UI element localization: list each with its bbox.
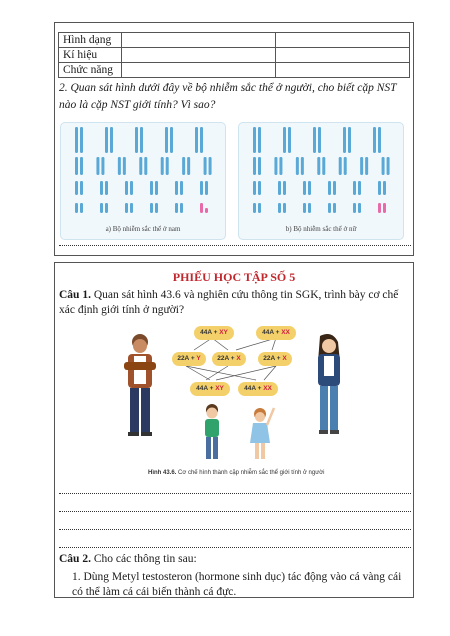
chromosome [253,157,256,175]
chromosome [283,203,286,213]
karyotype-female-image [239,123,405,223]
chromosome [288,127,291,153]
gamete-y: 22A + Y [172,352,206,366]
chromosome [358,181,361,195]
chromosome [313,127,316,153]
figure-caption: Hình 43.6. Cơ chế hình thành cặp nhiễm sắc thể giới tính ở người [148,470,325,476]
question-2-label: Câu 2. [59,553,91,565]
chromosome [360,157,363,175]
chromosome [308,181,311,195]
boy-figure [205,404,219,459]
chromosome [378,181,381,195]
chromosome [258,127,261,153]
chromosome [139,157,142,175]
chromosome [301,157,304,175]
chromosome [96,157,99,175]
chromosome [165,127,168,153]
chromosome [200,127,203,153]
chromosome [348,127,351,153]
chromosome [75,203,78,213]
chromosome [161,157,164,175]
chromosome [118,157,121,175]
chromosome [180,203,183,213]
chromosome [328,203,331,213]
chromosome [279,157,282,175]
chromosome [274,157,277,175]
chromosome [175,203,178,213]
question-1-label: Câu 1. [59,289,91,301]
chromosome [101,157,104,175]
chromosome [80,181,83,195]
chromosome [339,157,342,175]
gamete-x-mother: 22A + X [258,352,292,366]
chromosome [205,181,208,195]
mother-figure [318,334,340,434]
chromosome [383,203,386,213]
chromosome [175,181,178,195]
parent-male-genotype: 44A + XY [194,326,234,340]
karyotype-male-caption: a) Bộ nhiễm sắc thể ở nam [105,225,181,233]
chromosome [373,127,376,153]
child-female-genotype: 44A + XX [238,382,278,396]
table-cell: Hình dạng [59,33,122,48]
diagram-lines [116,322,360,482]
chromosome [317,157,320,175]
worksheet-title: PHIẾU HỌC TẬP SỐ 5 [172,270,296,284]
table-row [59,63,410,78]
chromosome [155,181,158,195]
question-1-text: Quan sát hình 43.6 và nghiên cứu thông tin SGK, trình bày cơ chế xác định giới tính ở người? [59,289,399,316]
chromosome [200,203,203,213]
chromosome [318,127,321,153]
chromosome [378,203,381,213]
chromosome [195,127,198,153]
answer-line [59,546,411,548]
chromosome [365,157,368,175]
chromosome [253,203,256,213]
answer-line [59,244,411,246]
table-row [59,48,410,63]
karyotype-female-panel [238,122,404,240]
property-table [58,32,410,78]
chromosome [283,181,286,195]
chromosome [258,181,261,195]
chromosome [150,181,153,195]
table-cell: Kí hiệu [59,48,122,63]
chromosome [135,127,138,153]
chromosome [110,127,113,153]
chromosome [258,203,261,213]
karyotype-female-caption: b) Bộ nhiễm sắc thể ở nữ [285,225,357,233]
chromosome [105,203,108,213]
chromosome [180,181,183,195]
answer-line [59,528,411,530]
chromosome [333,181,336,195]
list-item: 1. Dùng Metyl testosteron (hormone sinh dục) tác động vào cá vàng cái có thể làm cá cái biến thành cá đực. [72,571,402,598]
chromosome [303,181,306,195]
chromosome [253,181,256,195]
chromosome [253,127,256,153]
chromosome [75,127,78,153]
chromosome [200,181,203,195]
chromosome [378,127,381,153]
question-2 [59,552,411,567]
question-2-text: 2. Quan sát hình dưới đây về bộ nhiễm sắc thể ở người, cho biết cặp NST nào là cặp NST giới tính? Vì sao? [59,82,397,111]
chromosome [205,208,208,213]
chromosome [383,181,386,195]
gamete-x-father: 22A + X [212,352,246,366]
chromosome [343,127,346,153]
chromosome [150,203,153,213]
chromosome [204,157,207,175]
chromosome [387,157,390,175]
girl-figure [250,408,274,459]
table-row [59,33,410,48]
chromosome [80,127,83,153]
chromosome [166,157,169,175]
chromosome [353,181,356,195]
answer-line [59,492,411,494]
chromosome [382,157,385,175]
chromosome [278,181,281,195]
answer-line [59,510,411,512]
chromosome [187,157,190,175]
chromosome [358,203,361,213]
chromosome [80,203,83,213]
chromosome [283,127,286,153]
chromosome [303,203,306,213]
sex-determination-diagram [116,322,360,482]
chromosome [140,127,143,153]
chromosome [144,157,147,175]
chromosome [75,181,78,195]
chromosome [209,157,212,175]
chromosome [105,181,108,195]
chromosome [125,203,128,213]
chromosome [100,181,103,195]
chromosome [322,157,325,175]
chromosome [75,157,78,175]
father-figure [124,334,156,436]
chromosome [105,127,108,153]
chromosome [308,203,311,213]
table-cell: Chức năng [59,63,122,78]
chromosome [328,181,331,195]
chromosome [130,203,133,213]
chromosome [100,203,103,213]
chromosome [125,181,128,195]
karyotype-male-image [61,123,227,223]
chromosome [170,127,173,153]
question-1 [59,288,411,318]
chromosome [123,157,126,175]
chromosome [353,203,356,213]
chromosome [80,157,83,175]
chromosome [278,203,281,213]
chromosome [182,157,185,175]
chromosome [344,157,347,175]
chromosome [155,203,158,213]
karyotype-male-panel [60,122,226,240]
chromosome [258,157,261,175]
chromosome [333,203,336,213]
child-male-genotype: 44A + XY [190,382,230,396]
parent-female-genotype: 44A + XX [256,326,296,340]
question-2-text: Cho các thông tin sau: [90,553,197,565]
chromosome [296,157,299,175]
chromosome [130,181,133,195]
